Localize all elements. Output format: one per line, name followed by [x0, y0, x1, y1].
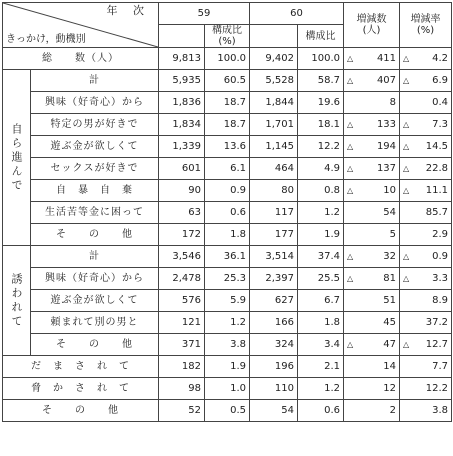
ratio-60: 18.1 — [298, 114, 344, 136]
increase-number: 14 — [344, 356, 400, 378]
count-60: 2,397 — [250, 268, 298, 290]
ratio-60: 0.6 — [298, 400, 344, 422]
row-label: セックスが好きで — [31, 158, 159, 180]
count-60: 54 — [250, 400, 298, 422]
motive-statistics-table — [2, 2, 452, 422]
ratio-60: 0.8 — [298, 180, 344, 202]
ratio-59-header: 構成比 (%) — [205, 25, 250, 48]
ratio-60: 1.9 — [298, 224, 344, 246]
total-diff: △ 411 — [344, 48, 400, 70]
increase-rate: 2.9 — [400, 224, 452, 246]
increase-rate: △ 3.3 — [400, 268, 452, 290]
increase-rate: △ 12.7 — [400, 334, 452, 356]
ratio-59: 1.2 — [205, 312, 250, 334]
ratio-59: 0.6 — [205, 202, 250, 224]
row-label: 生活苦等金に困って — [31, 202, 159, 224]
count-59: 601 — [159, 158, 205, 180]
total-r59: 100.0 — [205, 48, 250, 70]
ratio-59: 3.8 — [205, 334, 250, 356]
increase-rate: △ 14.5 — [400, 136, 452, 158]
count-59: 172 — [159, 224, 205, 246]
count-59: 121 — [159, 312, 205, 334]
ratio-60: 37.4 — [298, 246, 344, 268]
row-label: 興味（好奇心）から — [31, 268, 159, 290]
increase-number: 51 — [344, 290, 400, 312]
ratio-60: 58.7 — [298, 70, 344, 92]
decrease-mark: △ — [347, 54, 354, 63]
table-row — [3, 356, 452, 378]
decrease-mark: △ — [347, 164, 354, 173]
count-59-header — [159, 25, 205, 48]
increase-rate: △ 0.9 — [400, 246, 452, 268]
total-label: 総 数（人） — [3, 48, 159, 70]
decrease-mark: △ — [403, 142, 410, 151]
increase-number: △ 32 — [344, 246, 400, 268]
increase-number: △ 194 — [344, 136, 400, 158]
ratio-59: 25.3 — [205, 268, 250, 290]
increase-rate: △ 7.3 — [400, 114, 452, 136]
count-59: 3,546 — [159, 246, 205, 268]
increase-rate: 8.9 — [400, 290, 452, 312]
increase-rate: 85.7 — [400, 202, 452, 224]
ratio-59: 5.9 — [205, 290, 250, 312]
increase-rate: 37.2 — [400, 312, 452, 334]
ratio-59: 1.9 — [205, 356, 250, 378]
increase-rate: 3.8 — [400, 400, 452, 422]
count-59: 52 — [159, 400, 205, 422]
count-59: 5,935 — [159, 70, 205, 92]
ratio-60: 6.7 — [298, 290, 344, 312]
increase-number: △ 133 — [344, 114, 400, 136]
count-60: 80 — [250, 180, 298, 202]
ratio-59: 0.9 — [205, 180, 250, 202]
ratio-59: 18.7 — [205, 92, 250, 114]
total-n60: 9,402 — [250, 48, 298, 70]
increase-number: 54 — [344, 202, 400, 224]
ratio-59: 6.1 — [205, 158, 250, 180]
table-row — [3, 92, 452, 114]
count-60: 464 — [250, 158, 298, 180]
decrease-mark: △ — [347, 76, 354, 85]
count-59: 1,339 — [159, 136, 205, 158]
table-row — [3, 312, 452, 334]
group-self-motivated — [3, 70, 452, 246]
increase-number: 8 — [344, 92, 400, 114]
ratio-59: 0.5 — [205, 400, 250, 422]
decrease-mark: △ — [403, 186, 410, 195]
decrease-mark: △ — [347, 186, 354, 195]
ratio-60: 2.1 — [298, 356, 344, 378]
ratio-60: 12.2 — [298, 136, 344, 158]
ratio-60: 4.9 — [298, 158, 344, 180]
table-row — [3, 202, 452, 224]
decrease-mark: △ — [403, 340, 410, 349]
count-60: 627 — [250, 290, 298, 312]
decrease-mark: △ — [403, 76, 410, 85]
increase-rate: 7.7 — [400, 356, 452, 378]
count-59: 90 — [159, 180, 205, 202]
count-59: 576 — [159, 290, 205, 312]
count-60: 166 — [250, 312, 298, 334]
count-60: 1,145 — [250, 136, 298, 158]
ratio-60: 1.2 — [298, 378, 344, 400]
row-label: 脅 か さ れ て — [3, 378, 159, 400]
count-59: 371 — [159, 334, 205, 356]
increase-number: 45 — [344, 312, 400, 334]
decrease-mark: △ — [403, 164, 410, 173]
ratio-59: 1.0 — [205, 378, 250, 400]
group-invited — [3, 246, 452, 356]
decrease-mark: △ — [403, 274, 410, 283]
count-60: 1,844 — [250, 92, 298, 114]
row-label: 自 暴 自 棄 — [31, 180, 159, 202]
row-label: 興味（好奇心）から — [31, 92, 159, 114]
increase-number-header: 増減数 (人) — [344, 3, 400, 48]
count-60: 324 — [250, 334, 298, 356]
count-59: 98 — [159, 378, 205, 400]
row-label: 遊ぶ金が欲しくて — [31, 290, 159, 312]
ratio-59: 1.8 — [205, 224, 250, 246]
category-label: きっかけ，動機別 — [6, 34, 86, 45]
ratio-59: 13.6 — [205, 136, 250, 158]
increase-number: △ 10 — [344, 180, 400, 202]
increase-number: △ 137 — [344, 158, 400, 180]
table-row — [3, 334, 452, 356]
count-60-header — [250, 25, 298, 48]
group-bottom — [3, 356, 452, 422]
ratio-59: 60.5 — [205, 70, 250, 92]
table-row — [3, 268, 452, 290]
ratio-59: 18.7 — [205, 114, 250, 136]
increase-number: 5 — [344, 224, 400, 246]
table-row — [3, 70, 452, 92]
decrease-mark: △ — [347, 274, 354, 283]
decrease-mark: △ — [347, 142, 354, 151]
row-label: そ の 他 — [3, 400, 159, 422]
count-60: 177 — [250, 224, 298, 246]
row-label: 計 — [31, 246, 159, 268]
total-rate: △ 4.2 — [400, 48, 452, 70]
table-row — [3, 246, 452, 268]
count-60: 1,701 — [250, 114, 298, 136]
group-title: 誘われて — [3, 246, 31, 356]
row-label: だ ま さ れ て — [3, 356, 159, 378]
ratio-60: 25.5 — [298, 268, 344, 290]
count-60: 117 — [250, 202, 298, 224]
decrease-mark: △ — [347, 252, 354, 261]
count-60: 110 — [250, 378, 298, 400]
total-r60: 100.0 — [298, 48, 344, 70]
count-59: 182 — [159, 356, 205, 378]
count-59: 2,478 — [159, 268, 205, 290]
increase-rate: △ 22.8 — [400, 158, 452, 180]
count-59: 1,834 — [159, 114, 205, 136]
row-label: そ の 他 — [31, 334, 159, 356]
increase-number: 12 — [344, 378, 400, 400]
decrease-mark: △ — [347, 120, 354, 129]
count-60: 196 — [250, 356, 298, 378]
decrease-mark: △ — [403, 120, 410, 129]
count-60: 5,528 — [250, 70, 298, 92]
count-60: 3,514 — [250, 246, 298, 268]
year-label: 年 次 — [106, 4, 150, 17]
decrease-mark: △ — [403, 252, 410, 261]
table-row — [3, 378, 452, 400]
total-n59: 9,813 — [159, 48, 205, 70]
ratio-60: 3.4 — [298, 334, 344, 356]
increase-rate-header: 増減率 (%) — [400, 3, 452, 48]
ratio-59: 36.1 — [205, 246, 250, 268]
total-row — [3, 48, 452, 70]
increase-rate: 0.4 — [400, 92, 452, 114]
table-row — [3, 224, 452, 246]
ratio-60-header: 構成比 — [298, 25, 344, 48]
table-row — [3, 114, 452, 136]
decrease-mark: △ — [403, 54, 410, 63]
table-row — [3, 136, 452, 158]
row-label: 計 — [31, 70, 159, 92]
row-label: 頼まれて別の男と — [31, 312, 159, 334]
table-row — [3, 400, 452, 422]
increase-rate: 12.2 — [400, 378, 452, 400]
header-row — [3, 3, 452, 25]
increase-number: 2 — [344, 400, 400, 422]
increase-number: △ 81 — [344, 268, 400, 290]
header-corner-cell — [3, 3, 159, 48]
year-59-header: 59 — [159, 3, 250, 25]
group-title: 自ら進んで — [3, 70, 31, 246]
count-59: 63 — [159, 202, 205, 224]
table-row — [3, 180, 452, 202]
year-60-header: 60 — [250, 3, 344, 25]
ratio-60: 19.6 — [298, 92, 344, 114]
count-59: 1,836 — [159, 92, 205, 114]
increase-number: △ 407 — [344, 70, 400, 92]
increase-number: △ 47 — [344, 334, 400, 356]
ratio-60: 1.2 — [298, 202, 344, 224]
row-label: 特定の男が好きで — [31, 114, 159, 136]
increase-rate: △ 11.1 — [400, 180, 452, 202]
table-row — [3, 158, 452, 180]
ratio-60: 1.8 — [298, 312, 344, 334]
row-label: 遊ぶ金が欲しくて — [31, 136, 159, 158]
decrease-mark: △ — [347, 340, 354, 349]
table-row — [3, 290, 452, 312]
row-label: そ の 他 — [31, 224, 159, 246]
increase-rate: △ 6.9 — [400, 70, 452, 92]
